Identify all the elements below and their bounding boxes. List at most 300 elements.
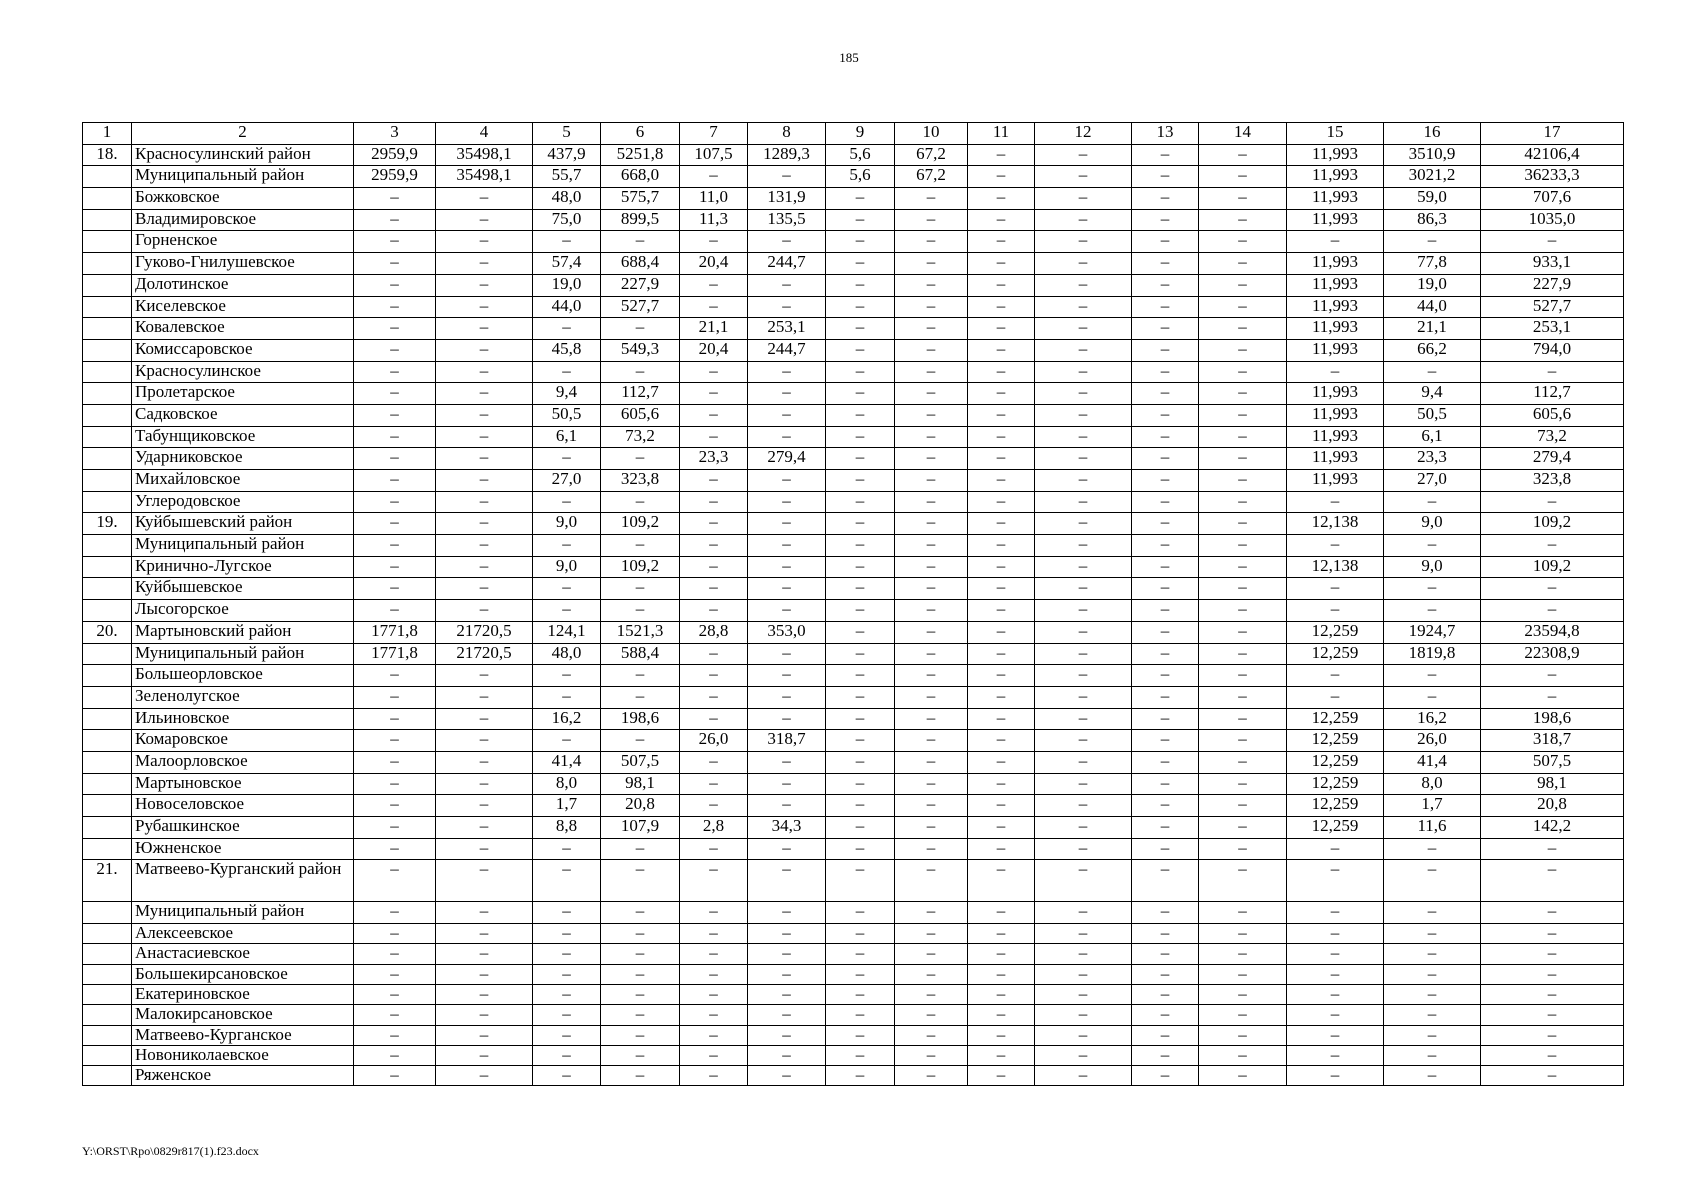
row-number-cell: 19. [83,513,132,535]
value-cell: 107,5 [680,144,748,166]
municipality-name-cell: Муниципальный район [132,902,354,924]
value-cell: 12,259 [1287,817,1384,839]
value-cell: – [1384,1025,1481,1045]
value-cell: – [1287,578,1384,600]
value-cell: – [826,1045,895,1065]
value-cell: – [680,296,748,318]
value-cell: – [1035,1025,1132,1045]
value-cell: – [895,730,968,752]
value-cell: – [1035,730,1132,752]
value-cell: 16,2 [1384,708,1481,730]
row-number-cell [83,296,132,318]
value-cell: – [354,274,436,296]
municipality-name-cell: Гуково-Гнилушевское [132,253,354,275]
value-cell: – [1132,665,1199,687]
value-cell: – [748,513,826,535]
value-cell: – [826,556,895,578]
value-cell: – [1132,404,1199,426]
value-cell: – [748,578,826,600]
row-number-cell [83,708,132,730]
value-cell: – [1035,817,1132,839]
municipality-name-cell: Мартыновское [132,773,354,795]
value-cell: – [1199,1045,1287,1065]
value-cell: – [1199,144,1287,166]
value-cell: – [1035,665,1132,687]
value-cell: – [748,470,826,492]
value-cell: – [436,795,533,817]
value-cell: – [680,513,748,535]
value-cell: – [680,773,748,795]
value-cell: – [680,751,748,773]
value-cell: – [748,1066,826,1086]
value-cell: – [436,730,533,752]
value-cell: – [1199,924,1287,944]
value-cell: 1924,7 [1384,621,1481,643]
value-cell: – [1481,361,1624,383]
value-cell: 98,1 [601,773,680,795]
value-cell: – [1481,1025,1624,1045]
value-cell: – [601,1025,680,1045]
row-number-cell [83,253,132,275]
value-cell: 279,4 [748,448,826,470]
value-cell: – [748,556,826,578]
value-cell: – [1132,817,1199,839]
value-cell: – [436,188,533,210]
municipality-name-cell: Зеленолугское [132,686,354,708]
value-cell: – [436,1005,533,1025]
value-cell: 36233,3 [1481,166,1624,188]
row-number-cell: 18. [83,144,132,166]
value-cell: – [680,383,748,405]
table-row [83,964,1624,984]
value-cell: 77,8 [1384,253,1481,275]
value-cell: 11,993 [1287,253,1384,275]
value-cell: – [1384,860,1481,902]
value-cell: – [1132,751,1199,773]
value-cell: – [826,621,895,643]
municipality-name-cell: Алексеевское [132,924,354,944]
value-cell: – [968,231,1035,253]
value-cell: – [533,1045,601,1065]
value-cell: – [826,1066,895,1086]
value-cell: – [1199,773,1287,795]
value-cell: – [354,665,436,687]
municipality-name-cell: Комаровское [132,730,354,752]
value-cell: – [1132,924,1199,944]
table-row [83,838,1624,860]
row-number-cell [83,964,132,984]
value-cell: – [1132,274,1199,296]
value-cell: 35498,1 [436,166,533,188]
value-cell: – [1035,860,1132,902]
row-number-cell [83,491,132,513]
row-number-cell [83,944,132,964]
value-cell: 26,0 [680,730,748,752]
municipality-name-cell: Мартыновский район [132,621,354,643]
value-cell: – [1384,1045,1481,1065]
value-cell: 227,9 [1481,274,1624,296]
table-row [83,188,1624,210]
value-cell: 86,3 [1384,209,1481,231]
value-cell: 44,0 [1384,296,1481,318]
value-cell: – [1035,166,1132,188]
municipality-name-cell: Куйбышевский район [132,513,354,535]
value-cell: 437,9 [533,144,601,166]
value-cell: – [436,339,533,361]
row-number-cell: 20. [83,621,132,643]
value-cell: – [1481,944,1624,964]
value-cell: – [354,1005,436,1025]
value-cell: 549,3 [601,339,680,361]
value-cell: – [748,1045,826,1065]
value-cell: 3510,9 [1384,144,1481,166]
value-cell: 933,1 [1481,253,1624,275]
value-cell: 668,0 [601,166,680,188]
value-cell: – [354,491,436,513]
row-number-cell [83,665,132,687]
value-cell: – [680,1025,748,1045]
value-cell: – [1132,795,1199,817]
value-cell: – [436,924,533,944]
value-cell: – [436,751,533,773]
value-cell: – [968,1005,1035,1025]
value-cell: 9,0 [533,556,601,578]
value-cell: – [533,578,601,600]
value-cell: 1035,0 [1481,209,1624,231]
value-cell: – [968,665,1035,687]
value-cell: – [1199,339,1287,361]
value-cell: – [968,318,1035,340]
value-cell: 323,8 [1481,470,1624,492]
value-cell: 45,8 [533,339,601,361]
municipality-name-cell: Малоорловское [132,751,354,773]
value-cell: 21,1 [1384,318,1481,340]
value-cell: – [748,902,826,924]
value-cell: – [1199,902,1287,924]
value-cell: – [826,448,895,470]
value-cell: – [354,535,436,557]
value-cell: 48,0 [533,643,601,665]
value-cell: 26,0 [1384,730,1481,752]
value-cell: – [968,730,1035,752]
value-cell: – [748,708,826,730]
value-cell: – [895,773,968,795]
value-cell: – [968,686,1035,708]
row-number-cell [83,1045,132,1065]
value-cell: – [895,296,968,318]
value-cell: 12,259 [1287,643,1384,665]
value-cell: – [1035,361,1132,383]
value-cell: – [354,964,436,984]
value-cell: – [895,535,968,557]
value-cell: – [1287,964,1384,984]
value-cell: – [1035,491,1132,513]
municipality-name-cell: Владимировское [132,209,354,231]
value-cell: 20,8 [601,795,680,817]
table-row [83,448,1624,470]
column-number-cell: 10 [895,123,968,145]
value-cell: 12,259 [1287,751,1384,773]
value-cell: – [436,686,533,708]
column-number-row [83,123,1624,145]
value-cell: – [826,339,895,361]
value-cell: – [436,231,533,253]
value-cell: 19,0 [1384,274,1481,296]
value-cell: – [1132,600,1199,622]
value-cell: – [895,383,968,405]
value-cell: – [680,1045,748,1065]
table-row [83,296,1624,318]
value-cell: – [1384,361,1481,383]
value-cell: – [601,1066,680,1086]
value-cell: – [748,274,826,296]
value-cell: – [1035,188,1132,210]
value-cell: 11,993 [1287,470,1384,492]
value-cell: – [748,231,826,253]
value-cell: – [895,902,968,924]
municipality-name-cell: Ударниковское [132,448,354,470]
value-cell: – [968,817,1035,839]
value-cell: – [436,383,533,405]
value-cell: – [895,924,968,944]
column-number-cell: 8 [748,123,826,145]
value-cell: – [680,665,748,687]
municipality-name-cell: Комиссаровское [132,339,354,361]
value-cell: – [1199,730,1287,752]
value-cell: 688,4 [601,253,680,275]
value-cell: – [1132,902,1199,924]
value-cell: – [826,318,895,340]
table-row [83,924,1624,944]
value-cell: 109,2 [601,513,680,535]
value-cell: – [354,773,436,795]
value-cell: – [354,448,436,470]
value-cell: – [826,1025,895,1045]
value-cell: – [1199,600,1287,622]
value-cell: – [748,964,826,984]
table-row [83,817,1624,839]
value-cell: 253,1 [1481,318,1624,340]
value-cell: – [601,361,680,383]
value-cell: – [436,470,533,492]
municipality-name-cell: Рубашкинское [132,817,354,839]
value-cell: 12,259 [1287,621,1384,643]
value-cell: – [1384,491,1481,513]
value-cell: 28,8 [680,621,748,643]
value-cell: – [601,578,680,600]
value-cell: 2959,9 [354,166,436,188]
value-cell: – [1287,838,1384,860]
value-cell: – [826,274,895,296]
value-cell: – [1287,984,1384,1004]
value-cell: 21720,5 [436,643,533,665]
table-row [83,231,1624,253]
value-cell: – [680,944,748,964]
value-cell: – [1132,166,1199,188]
column-number-cell: 13 [1132,123,1199,145]
value-cell: – [1481,1066,1624,1086]
value-cell: – [895,600,968,622]
value-cell: – [1132,383,1199,405]
value-cell: – [895,860,968,902]
value-cell: – [968,944,1035,964]
row-number-cell [83,318,132,340]
column-number-cell: 7 [680,123,748,145]
row-number-cell [83,578,132,600]
value-cell: – [1132,686,1199,708]
value-cell: 1771,8 [354,643,436,665]
value-cell: 11,993 [1287,318,1384,340]
value-cell: 575,7 [601,188,680,210]
table-row [83,621,1624,643]
value-cell: – [680,426,748,448]
value-cell: – [1035,448,1132,470]
value-cell: – [1132,1066,1199,1086]
municipality-name-cell: Ковалевское [132,318,354,340]
value-cell: – [1035,383,1132,405]
value-cell: 5,6 [826,144,895,166]
value-cell: – [680,274,748,296]
value-cell: 1289,3 [748,144,826,166]
column-number-cell: 2 [132,123,354,145]
value-cell: – [354,318,436,340]
value-cell: 3021,2 [1384,166,1481,188]
value-cell: – [1132,708,1199,730]
value-cell: – [826,470,895,492]
municipality-name-cell: Ряженское [132,1066,354,1086]
value-cell: – [436,860,533,902]
value-cell: – [968,535,1035,557]
value-cell: – [1199,231,1287,253]
value-cell: 42106,4 [1481,144,1624,166]
value-cell: – [968,1025,1035,1045]
value-cell: – [748,924,826,944]
value-cell: – [1035,209,1132,231]
value-cell: – [354,253,436,275]
value-cell: – [1384,964,1481,984]
value-cell: – [1199,274,1287,296]
value-cell: – [1481,902,1624,924]
value-cell: – [826,1005,895,1025]
value-cell: – [533,686,601,708]
value-cell: – [1132,643,1199,665]
value-cell: – [826,188,895,210]
value-cell: – [748,361,826,383]
value-cell: – [968,361,1035,383]
value-cell: – [826,665,895,687]
value-cell: 8,0 [533,773,601,795]
value-cell: – [436,361,533,383]
value-cell: 109,2 [601,556,680,578]
value-cell: – [680,404,748,426]
value-cell: – [1035,984,1132,1004]
municipality-name-cell: Малокирсановское [132,1005,354,1025]
row-number-cell [83,166,132,188]
value-cell: – [354,838,436,860]
table-row [83,535,1624,557]
value-cell: – [968,404,1035,426]
value-cell: – [601,535,680,557]
municipality-name-cell: Михайловское [132,470,354,492]
value-cell: – [601,838,680,860]
row-number-cell [83,838,132,860]
value-cell: – [436,902,533,924]
value-cell: – [895,253,968,275]
value-cell: 11,993 [1287,274,1384,296]
value-cell: – [1481,600,1624,622]
value-cell: – [680,600,748,622]
value-cell: – [1199,166,1287,188]
value-cell: – [1199,470,1287,492]
value-cell: 6,1 [533,426,601,448]
value-cell: – [1035,578,1132,600]
value-cell: – [680,902,748,924]
value-cell: 66,2 [1384,339,1481,361]
value-cell: – [895,1066,968,1086]
value-cell: – [1035,1005,1132,1025]
table-row [83,318,1624,340]
column-number-cell: 3 [354,123,436,145]
value-cell: 9,0 [533,513,601,535]
footer-file-path: Y:\ORST\Rpo\0829r817(1).f23.docx [82,1144,259,1158]
value-cell: – [826,944,895,964]
value-cell: – [354,296,436,318]
value-cell: – [1035,426,1132,448]
municipality-name-cell: Красносулинский район [132,144,354,166]
value-cell: – [436,708,533,730]
row-number-cell [83,209,132,231]
row-number-cell [83,902,132,924]
value-cell: – [895,448,968,470]
municipality-name-cell: Южненское [132,838,354,860]
table-row [83,1045,1624,1065]
value-cell: – [1035,318,1132,340]
value-cell: – [1132,730,1199,752]
column-number-cell: 12 [1035,123,1132,145]
value-cell: – [895,838,968,860]
value-cell: – [1287,902,1384,924]
value-cell: – [680,231,748,253]
value-cell: – [1132,838,1199,860]
value-cell: – [968,339,1035,361]
row-number-cell [83,1025,132,1045]
municipality-name-cell: Куйбышевское [132,578,354,600]
value-cell: – [601,964,680,984]
value-cell: – [1287,665,1384,687]
value-cell: – [533,318,601,340]
value-cell: – [1481,686,1624,708]
value-cell: – [826,902,895,924]
value-cell: 11,993 [1287,426,1384,448]
value-cell: – [533,1005,601,1025]
value-cell: 9,4 [1384,383,1481,405]
value-cell: – [1199,621,1287,643]
value-cell: 12,138 [1287,556,1384,578]
value-cell: – [1035,600,1132,622]
value-cell: – [680,964,748,984]
value-cell: – [968,513,1035,535]
municipality-name-cell: Долотинское [132,274,354,296]
value-cell: 23,3 [680,448,748,470]
row-number-cell [83,274,132,296]
value-cell: – [354,795,436,817]
value-cell: – [680,166,748,188]
value-cell: – [895,209,968,231]
value-cell: – [895,404,968,426]
value-cell: – [354,924,436,944]
row-number-cell [83,404,132,426]
value-cell: – [354,1025,436,1045]
